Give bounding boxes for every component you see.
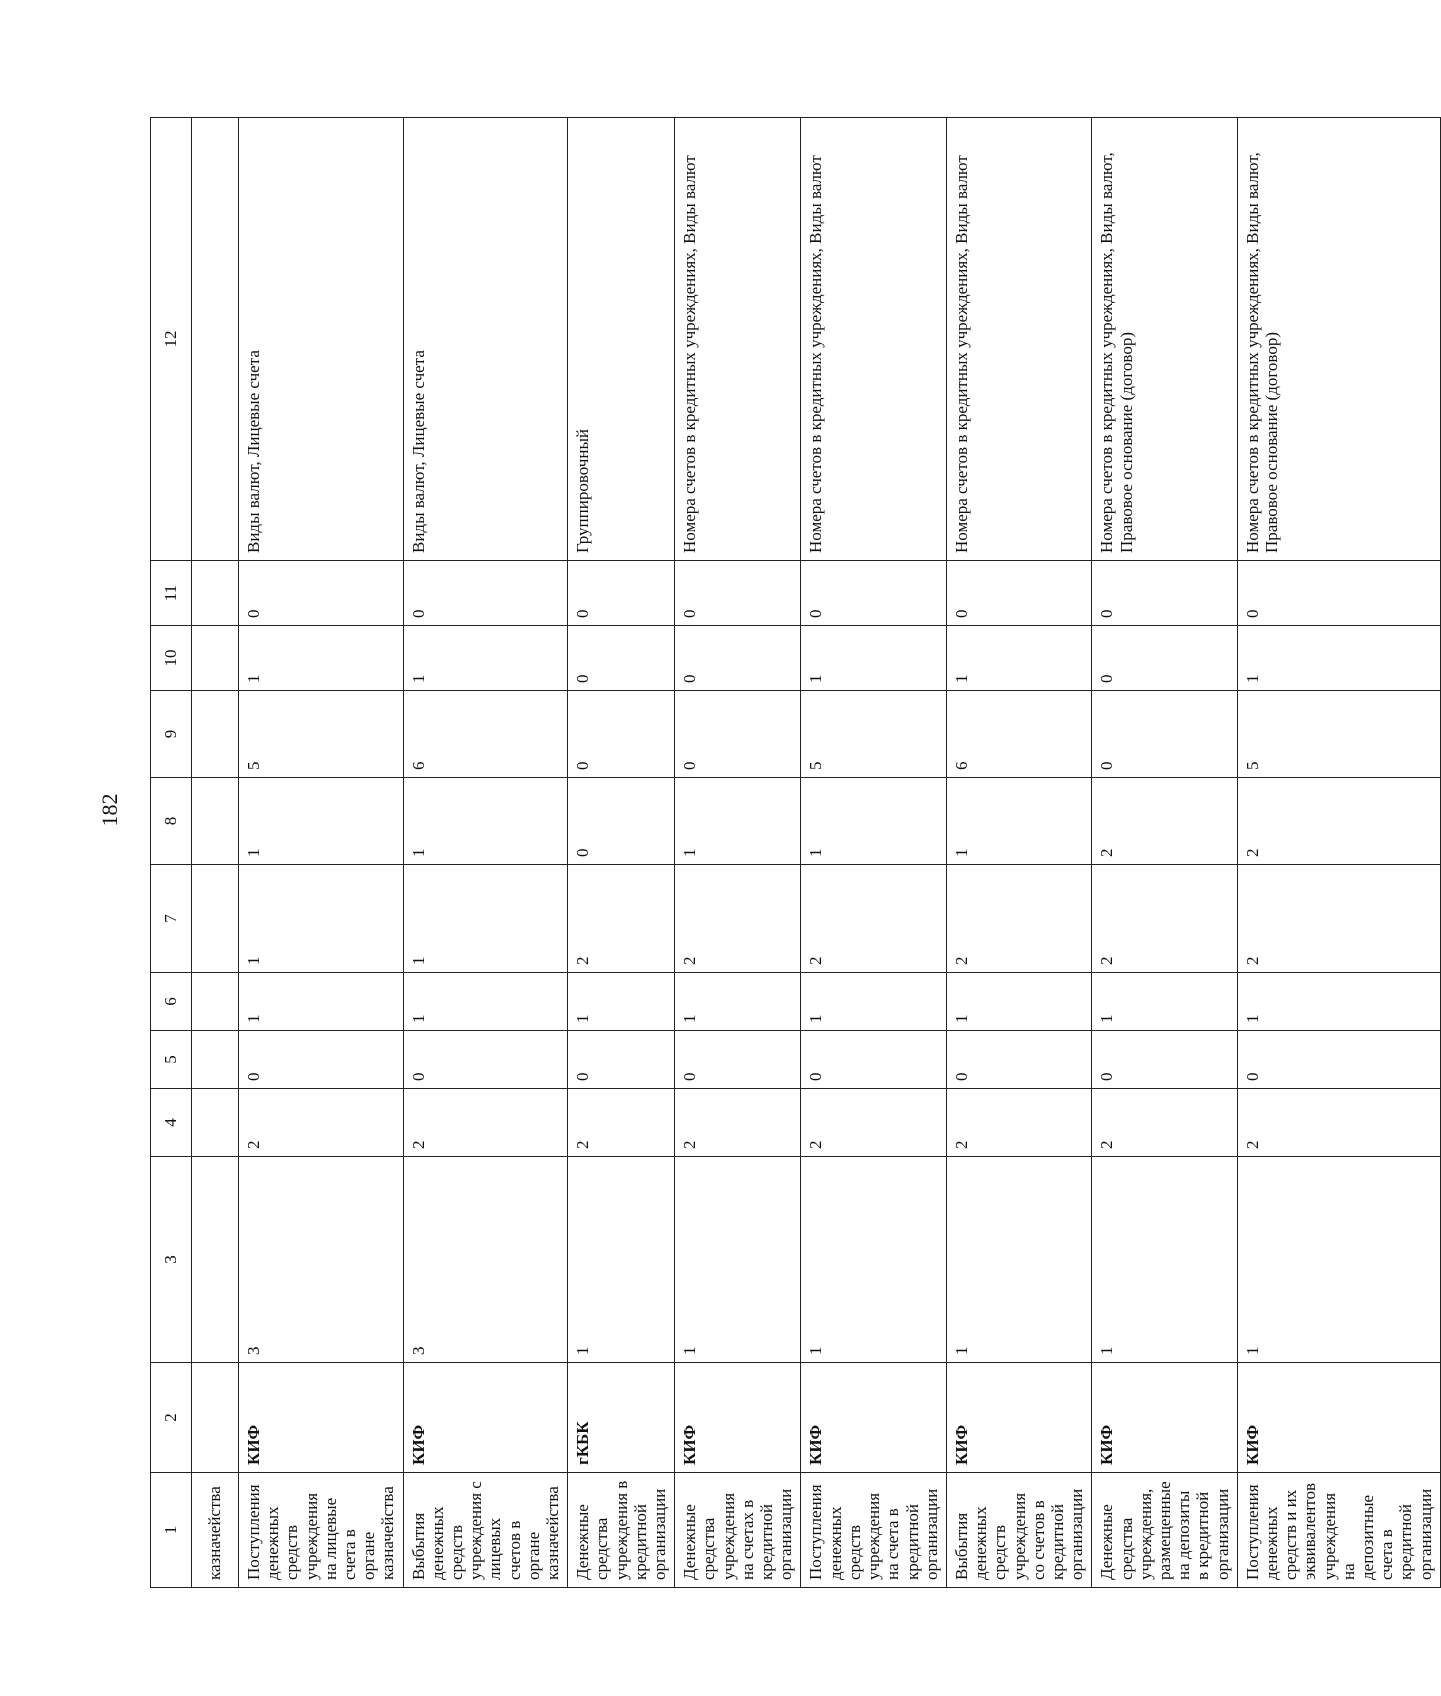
col7-cell: 2 <box>675 865 801 973</box>
analytics-cell: Номера счетов в кредитных учреждениях, Виды валют, Правовое основание (договор) <box>1092 118 1237 561</box>
col8-cell: 2 <box>1237 778 1440 865</box>
col8-cell: 1 <box>675 778 801 865</box>
analytics-cell: Номера счетов в кредитных учреждениях, Виды валют <box>675 118 801 561</box>
col10-cell: 1 <box>239 626 404 691</box>
account-name-cell: Выбытия денежных средств учреждения с лицевых счетов в органе казначейства <box>403 1473 568 1588</box>
column-header: 6 <box>151 973 192 1031</box>
col3-cell: 1 <box>568 1157 675 1363</box>
col4-cell: 2 <box>1092 1089 1237 1157</box>
column-header: 9 <box>151 691 192 778</box>
col4-cell: 2 <box>801 1089 946 1157</box>
col6-cell: 1 <box>568 973 675 1031</box>
table-row <box>1237 118 1440 1588</box>
col5-cell: 0 <box>801 1031 946 1089</box>
col11-cell: 0 <box>239 561 404 626</box>
col5-cell: 0 <box>568 1031 675 1089</box>
col4-cell: 2 <box>403 1089 568 1157</box>
col10-cell: 0 <box>1092 626 1237 691</box>
table-row <box>568 118 675 1588</box>
column-header: 3 <box>151 1157 192 1363</box>
table-row <box>675 118 801 1588</box>
col5-cell: 0 <box>946 1031 1091 1089</box>
col6-cell: 1 <box>1237 973 1440 1031</box>
col9-cell: 5 <box>801 691 946 778</box>
col4-cell: 2 <box>1237 1089 1440 1157</box>
col3-cell: 3 <box>403 1157 568 1363</box>
col9-cell: 0 <box>675 691 801 778</box>
accounts-table <box>150 117 1441 1588</box>
col10-cell: 1 <box>403 626 568 691</box>
col8-cell: 1 <box>239 778 404 865</box>
analytics-cell: Группировочный <box>568 118 675 561</box>
code-cell: гКБК <box>568 1363 675 1473</box>
code-cell: КИФ <box>403 1363 568 1473</box>
col9-cell: 5 <box>1237 691 1440 778</box>
column-number-row <box>151 118 192 1588</box>
column-header: 2 <box>151 1363 192 1473</box>
col3-cell: 1 <box>946 1157 1091 1363</box>
col3-cell: 3 <box>239 1157 404 1363</box>
col8-cell: 0 <box>568 778 675 865</box>
col3-cell: 1 <box>1237 1157 1440 1363</box>
account-name-cell: Денежные средства учреждения, размещенные на депозиты в кредитной организации <box>1092 1473 1237 1588</box>
col9-cell: 6 <box>946 691 1091 778</box>
col7-cell: 2 <box>801 865 946 973</box>
column-header: 5 <box>151 1031 192 1089</box>
column-header: 10 <box>151 626 192 691</box>
col4-cell: 2 <box>675 1089 801 1157</box>
col6-cell: 1 <box>801 973 946 1031</box>
table-row <box>1092 118 1237 1588</box>
account-name-cell: Денежные средства учреждения в кредитной организации <box>568 1473 675 1588</box>
table-row <box>946 118 1091 1588</box>
code-cell: КИФ <box>1092 1363 1237 1473</box>
column-header: 11 <box>151 561 192 626</box>
col4-cell: 2 <box>239 1089 404 1157</box>
col10-cell: 1 <box>1237 626 1440 691</box>
analytics-cell: Номера счетов в кредитных учреждениях, Виды валют <box>801 118 946 561</box>
col8-cell: 1 <box>403 778 568 865</box>
col5-cell: 0 <box>675 1031 801 1089</box>
column-header: 1 <box>151 1473 192 1588</box>
col10-cell: 1 <box>946 626 1091 691</box>
continuation-row <box>192 118 239 1588</box>
continuation-text: казначейства <box>192 1473 239 1588</box>
col11-cell: 0 <box>675 561 801 626</box>
code-cell: КИФ <box>946 1363 1091 1473</box>
col8-cell: 1 <box>801 778 946 865</box>
col11-cell: 0 <box>1092 561 1237 626</box>
analytics-cell: Номера счетов в кредитных учреждениях, Виды валют <box>946 118 1091 561</box>
col10-cell: 0 <box>568 626 675 691</box>
col7-cell: 2 <box>1237 865 1440 973</box>
col7-cell: 2 <box>946 865 1091 973</box>
page-number: 182 <box>97 793 122 827</box>
col5-cell: 0 <box>403 1031 568 1089</box>
col11-cell: 0 <box>1237 561 1440 626</box>
col6-cell: 1 <box>239 973 404 1031</box>
col5-cell: 0 <box>1092 1031 1237 1089</box>
column-header: 7 <box>151 865 192 973</box>
col4-cell: 2 <box>946 1089 1091 1157</box>
col6-cell: 1 <box>403 973 568 1031</box>
account-name-cell: Поступления денежных средств учреждения на лицевые счета в органе казначейства <box>239 1473 404 1588</box>
col11-cell: 0 <box>568 561 675 626</box>
rotated-table-container <box>150 128 1435 1588</box>
col8-cell: 2 <box>1092 778 1237 865</box>
account-name-cell: Денежные средства учреждения на счетах в кредитной организации <box>675 1473 801 1588</box>
col5-cell: 0 <box>1237 1031 1440 1089</box>
col3-cell: 1 <box>801 1157 946 1363</box>
table-row <box>239 118 404 1588</box>
col6-cell: 1 <box>1092 973 1237 1031</box>
col11-cell: 0 <box>801 561 946 626</box>
column-header: 12 <box>151 118 192 561</box>
col11-cell: 0 <box>403 561 568 626</box>
col3-cell: 1 <box>1092 1157 1237 1363</box>
col7-cell: 1 <box>403 865 568 973</box>
account-name-cell: Выбытия денежных средств учреждения со счетов в кредитной организации <box>946 1473 1091 1588</box>
account-name-cell: Поступления денежных средств и их эквивалентов учреждения на депозитные счета в кредитной организации <box>1237 1473 1440 1588</box>
analytics-cell: Виды валют, Лицевые счета <box>239 118 404 561</box>
col9-cell: 5 <box>239 691 404 778</box>
code-cell: КИФ <box>1237 1363 1440 1473</box>
col10-cell: 0 <box>675 626 801 691</box>
col9-cell: 0 <box>568 691 675 778</box>
table-row <box>403 118 568 1588</box>
col11-cell: 0 <box>946 561 1091 626</box>
code-cell: КИФ <box>675 1363 801 1473</box>
col5-cell: 0 <box>239 1031 404 1089</box>
col10-cell: 1 <box>801 626 946 691</box>
col8-cell: 1 <box>946 778 1091 865</box>
code-cell: КИФ <box>801 1363 946 1473</box>
col9-cell: 6 <box>403 691 568 778</box>
col6-cell: 1 <box>675 973 801 1031</box>
code-cell: КИФ <box>239 1363 404 1473</box>
analytics-cell: Номера счетов в кредитных учреждениях, Виды валют, Правовое основание (договор) <box>1237 118 1440 561</box>
analytics-cell: Виды валют, Лицевые счета <box>403 118 568 561</box>
col7-cell: 2 <box>1092 865 1237 973</box>
col7-cell: 1 <box>239 865 404 973</box>
col7-cell: 2 <box>568 865 675 973</box>
col3-cell: 1 <box>675 1157 801 1363</box>
column-header: 4 <box>151 1089 192 1157</box>
table-row <box>801 118 946 1588</box>
column-header: 8 <box>151 778 192 865</box>
account-name-cell: Поступления денежных средств учреждения на счета в кредитной организации <box>801 1473 946 1588</box>
col9-cell: 0 <box>1092 691 1237 778</box>
col4-cell: 2 <box>568 1089 675 1157</box>
col6-cell: 1 <box>946 973 1091 1031</box>
